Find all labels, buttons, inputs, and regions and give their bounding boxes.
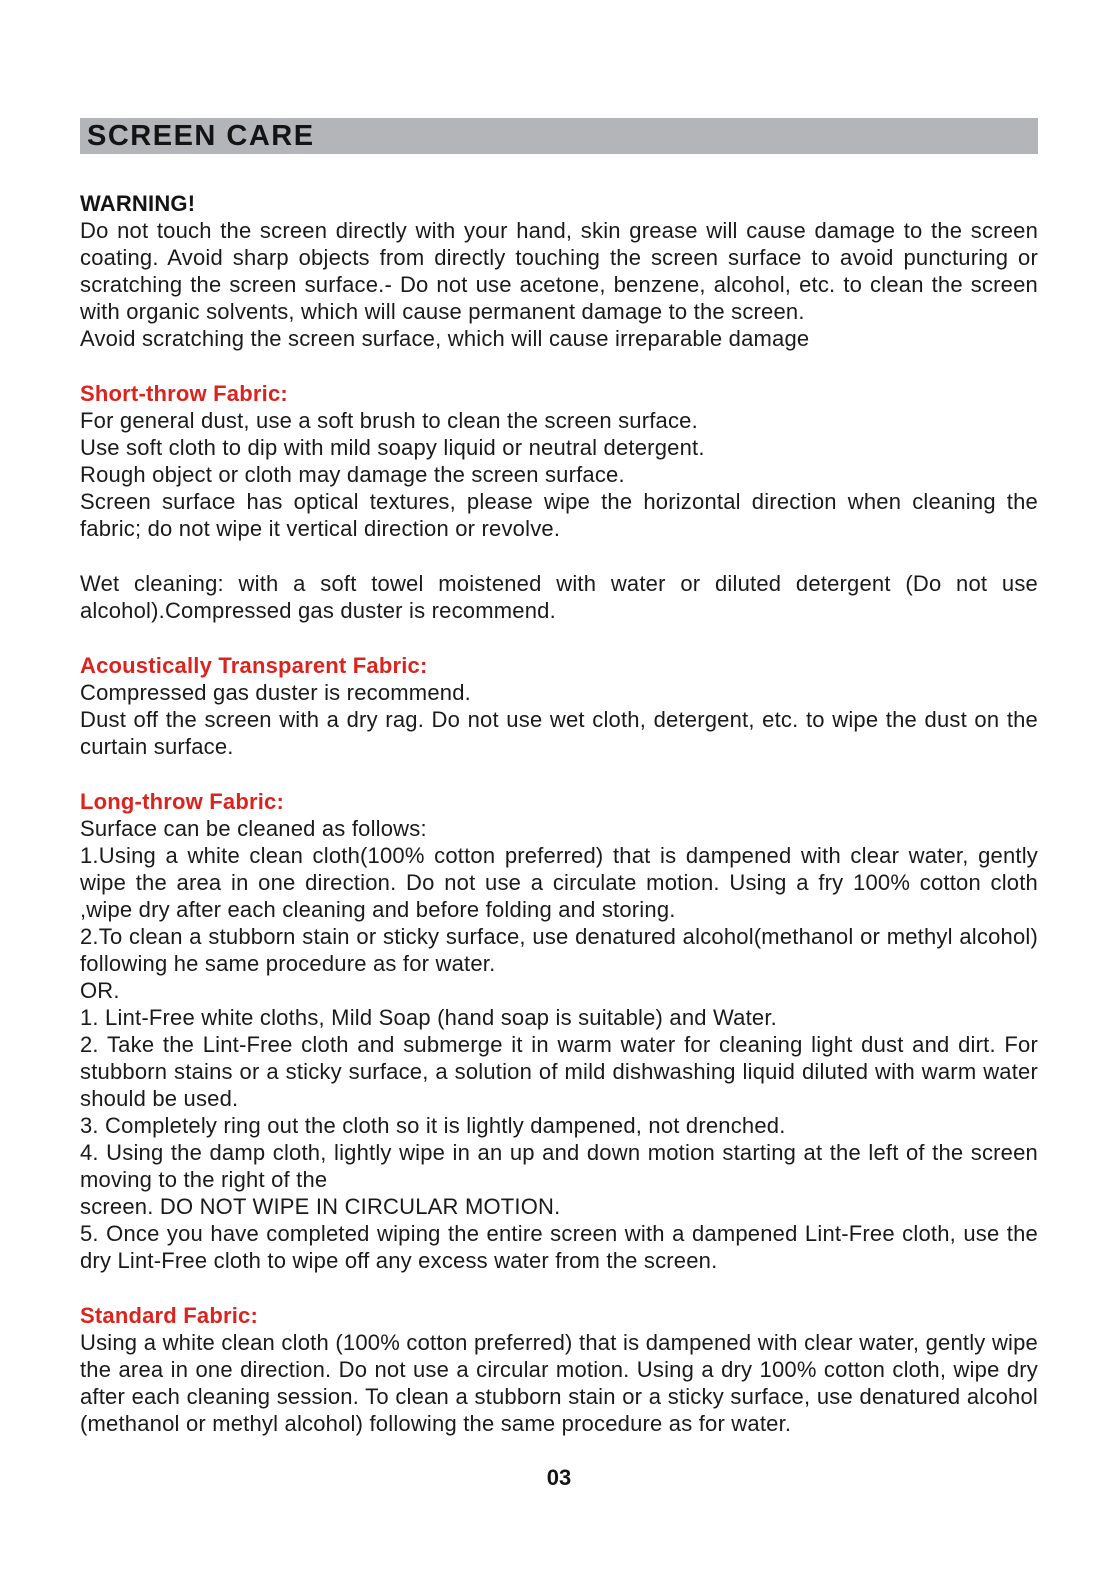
paragraph: 1.Using a white clean cloth(100% cotton preferred) that is dampened with clear water, gently wipe the area in one direction. Do not use a circulate motion. Using a fry 100% cotton cloth ,wipe dry after each cleaning and before folding and storing. <box>80 843 1038 922</box>
section-long-throw-fabric <box>80 788 1038 1274</box>
paragraph: Using a white clean cloth (100% cotton preferred) that is dampened with clear water, gently wipe the area in one direction. Do not use a circular motion. Using a dry 100% cotton cloth, wipe dry after each cleaning session. To clean a stubborn stain or a sticky surface, use denatured alcohol (methanol or methyl alcohol) following the same procedure as for water. <box>80 1330 1038 1436</box>
paragraph: Screen surface has optical textures, please wipe the horizontal direction when cleaning the fabric; do not wipe it vertical direction or revolve. <box>80 489 1038 541</box>
paragraph: Surface can be cleaned as follows: <box>80 816 427 841</box>
section-heading: Long-throw Fabric: <box>80 789 285 814</box>
paragraph: For general dust, use a soft brush to clean the screen surface. <box>80 408 698 433</box>
paragraph: 3. Completely ring out the cloth so it is lightly dampened, not drenched. <box>80 1113 786 1138</box>
section-acoustically-transparent-fabric <box>80 652 1038 760</box>
paragraph: 5. Once you have completed wiping the entire screen with a dampened Lint-Free cloth, use the dry Lint-Free cloth to wipe off any excess water from the screen. <box>80 1221 1038 1273</box>
paragraph: 4. Using the damp cloth, lightly wipe in an up and down motion starting at the left of the screen moving to the right of the <box>80 1140 1038 1192</box>
paragraph: Dust off the screen with a dry rag. Do not use wet cloth, detergent, etc. to wipe the dust on the curtain surface. <box>80 707 1038 759</box>
section-heading: Acoustically Transparent Fabric: <box>80 653 428 678</box>
paragraph: screen. DO NOT WIPE IN CIRCULAR MOTION. <box>80 1194 561 1219</box>
paragraph: Compressed gas duster is recommend. <box>80 680 471 705</box>
section-heading: WARNING! <box>80 191 196 216</box>
page-title-bar <box>80 118 1038 154</box>
content <box>80 190 1038 1437</box>
paragraph: Do not touch the screen directly with your hand, skin grease will cause damage to the screen coating. Avoid sharp objects from directly touching the screen surface to avoid puncturing or scratching the screen surface.- Do not use acetone, benzene, alcohol, etc. to clean the screen with organic solvents, which will cause permanent damage to the screen. <box>80 218 1038 324</box>
paragraph: Use soft cloth to dip with mild soapy liquid or neutral detergent. <box>80 435 705 460</box>
section-short-throw-fabric <box>80 380 1038 624</box>
section-standard-fabric <box>80 1302 1038 1437</box>
paragraph: OR. <box>80 978 120 1003</box>
section-warning <box>80 190 1038 352</box>
paragraph: 2.To clean a stubborn stain or sticky surface, use denatured alcohol(methanol or methyl alcohol) following he same procedure as for water. <box>80 924 1038 976</box>
paragraph: Avoid scratching the screen surface, which will cause irreparable damage <box>80 326 810 351</box>
paragraph: 1. Lint-Free white cloths, Mild Soap (hand soap is suitable) and Water. <box>80 1005 777 1030</box>
section-heading: Standard Fabric: <box>80 1303 259 1328</box>
paragraph: 2. Take the Lint-Free cloth and submerge it in warm water for cleaning light dust and dirt. For stubborn stains or a sticky surface, a solution of mild dishwashing liquid diluted with warm water should be used. <box>80 1032 1038 1111</box>
page-number: 03 <box>546 1465 572 1490</box>
paragraph: Rough object or cloth may damage the screen surface. <box>80 462 625 487</box>
page-title: SCREEN CARE <box>87 119 315 152</box>
section-heading: Short-throw Fabric: <box>80 381 288 406</box>
paragraph: Wet cleaning: with a soft towel moistened with water or diluted detergent (Do not use alcohol).Compressed gas duster is recommend. <box>80 571 1038 623</box>
